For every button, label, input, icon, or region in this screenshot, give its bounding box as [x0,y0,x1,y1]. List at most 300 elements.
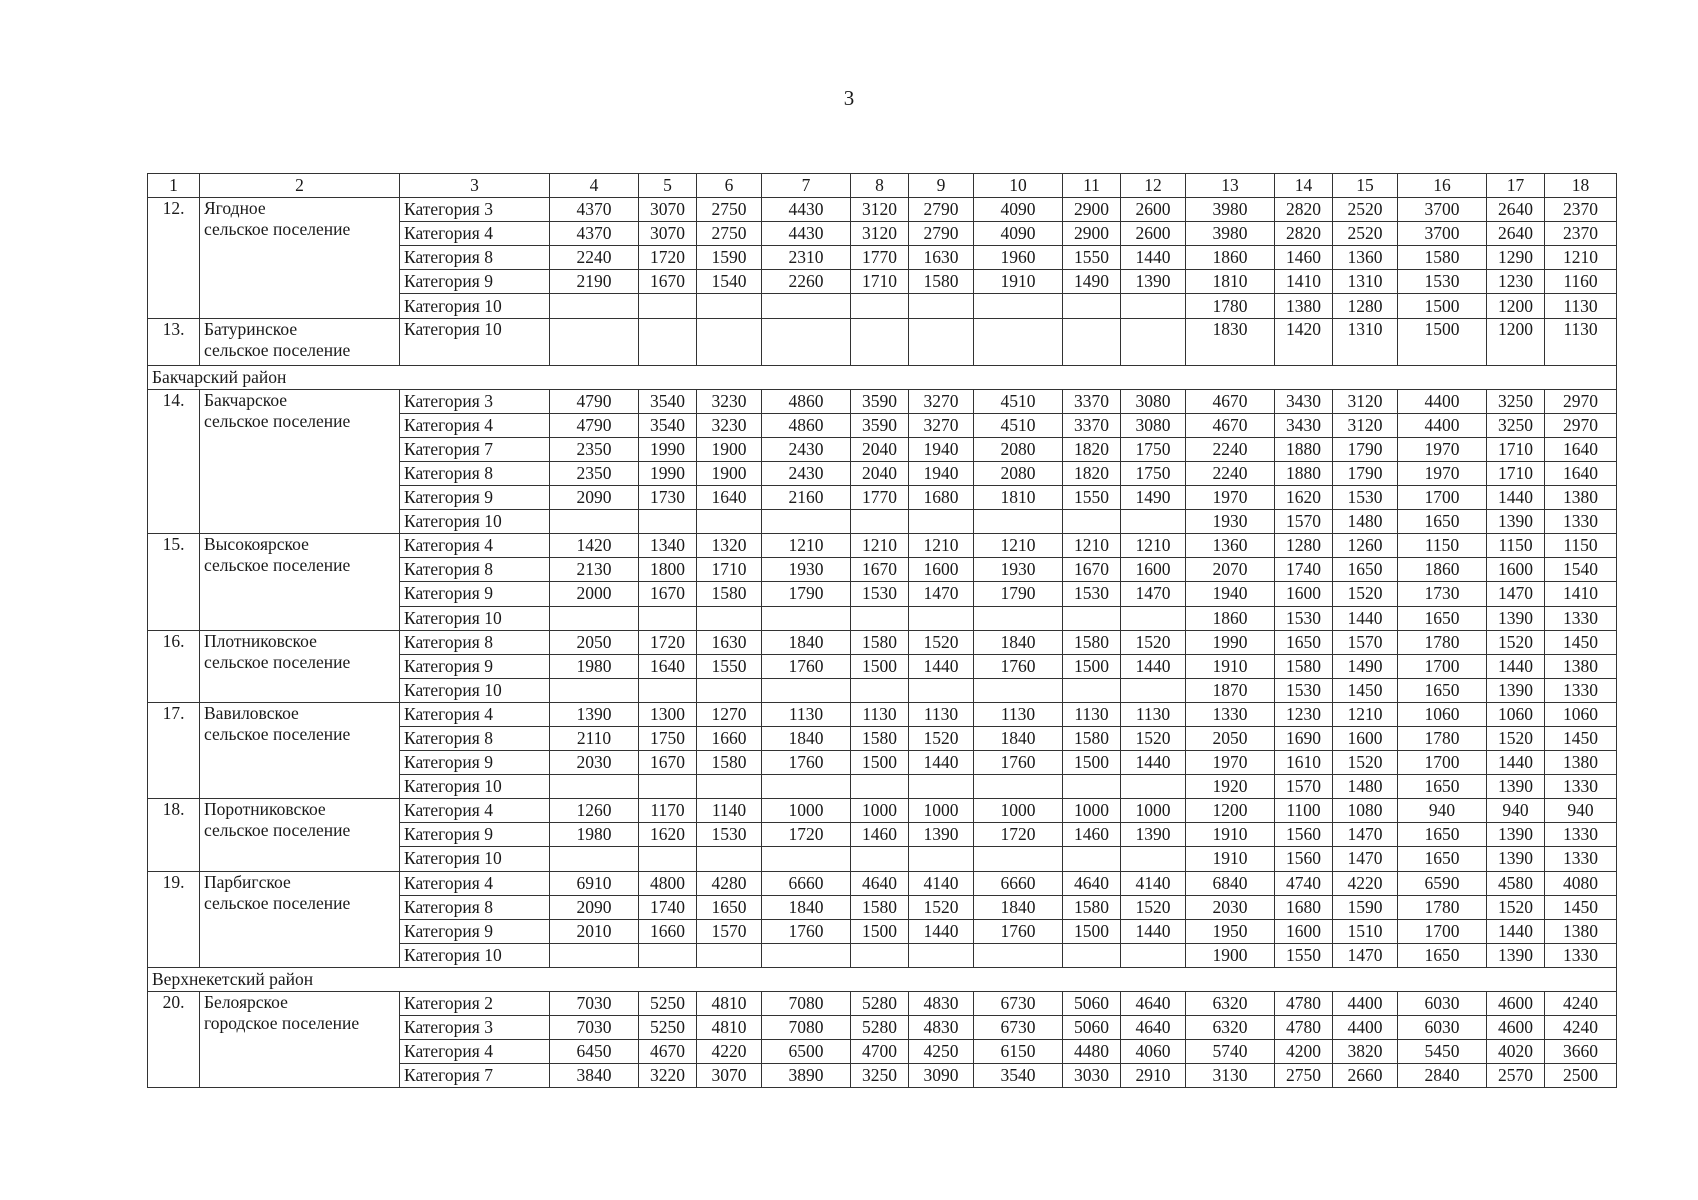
category-label: Категория 7 [400,1064,550,1088]
value-cell: 1450 [1545,895,1617,919]
value-cell: 3370 [1063,413,1121,437]
value-cell: 2520 [1333,198,1398,222]
category-label: Категория 7 [400,437,550,461]
value-cell [1121,294,1186,318]
value-cell: 1580 [1063,630,1121,654]
value-cell: 4670 [1186,413,1275,437]
value-cell: 4140 [909,871,974,895]
value-cell: 1790 [1333,437,1398,461]
value-cell: 3660 [1545,1040,1617,1064]
value-cell: 3230 [697,413,762,437]
value-cell: 1160 [1545,270,1617,294]
value-cell: 2820 [1275,198,1333,222]
value-cell: 1520 [909,895,974,919]
value-cell [762,606,851,630]
value-cell: 5250 [639,1016,697,1040]
value-cell: 1200 [1487,318,1545,365]
value-cell: 1670 [639,751,697,775]
value-cell: 1440 [909,919,974,943]
value-cell: 1760 [974,751,1063,775]
value-cell [1063,510,1121,534]
category-label: Категория 10 [400,318,550,365]
value-cell: 4240 [1545,1016,1617,1040]
region-row [148,365,1617,389]
value-cell [762,294,851,318]
value-cell: 1970 [1398,437,1487,461]
value-cell: 2600 [1121,222,1186,246]
value-cell: 1480 [1333,775,1398,799]
data-table [147,173,1617,1088]
value-cell: 1130 [909,702,974,726]
category-label: Категория 4 [400,1040,550,1064]
table-row [148,318,1617,365]
category-label: Категория 9 [400,751,550,775]
value-cell: 3080 [1121,389,1186,413]
value-cell: 1720 [762,823,851,847]
value-cell: 1880 [1275,437,1333,461]
value-cell: 1760 [762,654,851,678]
value-cell: 1780 [1398,895,1487,919]
settlement-name-line: городское поселение [204,1013,360,1033]
value-cell: 1500 [1063,751,1121,775]
value-cell: 1540 [1545,558,1617,582]
value-cell: 1520 [1121,630,1186,654]
value-cell [762,943,851,967]
value-cell: 1930 [974,558,1063,582]
value-cell: 2260 [762,270,851,294]
value-cell [974,678,1063,702]
value-cell: 3540 [639,413,697,437]
value-cell: 1550 [1063,486,1121,510]
value-cell: 3120 [851,198,909,222]
value-cell: 1340 [639,534,697,558]
value-cell: 1130 [1545,294,1617,318]
value-cell: 1650 [1333,558,1398,582]
value-cell: 1840 [974,726,1063,750]
value-cell: 6500 [762,1040,851,1064]
value-cell [697,510,762,534]
value-cell [974,510,1063,534]
value-cell: 3130 [1186,1064,1275,1088]
value-cell: 2790 [909,198,974,222]
value-cell: 4090 [974,198,1063,222]
value-cell: 1470 [1121,582,1186,606]
value-cell: 6320 [1186,992,1275,1016]
value-cell [851,943,909,967]
value-cell: 1690 [1275,726,1333,750]
value-cell [909,678,974,702]
value-cell: 1840 [762,726,851,750]
settlement-name-line: сельское поселение [204,820,351,841]
value-cell [1121,943,1186,967]
value-cell: 1780 [1186,294,1275,318]
settlement-name-line: Плотниковское [204,630,317,651]
value-cell: 1760 [762,919,851,943]
value-cell: 1590 [1333,895,1398,919]
header-row [148,174,1617,198]
value-cell [639,678,697,702]
value-cell: 1170 [639,799,697,823]
value-cell: 1520 [909,630,974,654]
value-cell: 3430 [1275,413,1333,437]
value-cell: 1820 [1063,461,1121,485]
value-cell: 4700 [851,1040,909,1064]
row-number: 16. [148,630,200,702]
value-cell: 1060 [1545,702,1617,726]
value-cell: 7030 [550,1016,639,1040]
column-header: 17 [1487,174,1545,198]
page-number: 3 [843,86,855,110]
value-cell: 2070 [1186,558,1275,582]
value-cell: 1210 [1063,534,1121,558]
value-cell: 1780 [1398,726,1487,750]
category-label: Категория 8 [400,895,550,919]
value-cell: 3430 [1275,389,1333,413]
value-cell [762,318,851,365]
value-cell: 4240 [1545,992,1617,1016]
value-cell: 1450 [1333,678,1398,702]
value-cell: 3120 [1333,413,1398,437]
value-cell: 1630 [697,630,762,654]
value-cell: 1770 [851,486,909,510]
settlement-name-line: сельское поселение [204,339,351,360]
value-cell: 1620 [639,823,697,847]
value-cell: 4640 [1063,871,1121,895]
value-cell: 3250 [851,1064,909,1088]
value-cell [851,847,909,871]
value-cell: 4370 [550,222,639,246]
value-cell: 940 [1398,799,1487,823]
value-cell [550,678,639,702]
value-cell: 1490 [1063,270,1121,294]
value-cell: 1670 [639,270,697,294]
value-cell: 1670 [851,558,909,582]
value-cell: 1710 [851,270,909,294]
value-cell: 1840 [974,630,1063,654]
value-cell: 1600 [909,558,974,582]
value-cell: 1490 [1121,486,1186,510]
value-cell [762,510,851,534]
settlement-name [200,871,400,967]
value-cell: 1420 [550,534,639,558]
value-cell: 1210 [974,534,1063,558]
value-cell: 1520 [909,726,974,750]
value-cell [909,294,974,318]
value-cell: 3820 [1333,1040,1398,1064]
row-number: 15. [148,534,200,630]
value-cell [974,318,1063,365]
value-cell: 1560 [1275,823,1333,847]
value-cell: 4060 [1121,1040,1186,1064]
value-cell: 3230 [697,389,762,413]
category-label: Категория 10 [400,943,550,967]
category-label: Категория 4 [400,871,550,895]
value-cell: 1480 [1333,510,1398,534]
value-cell: 1500 [851,751,909,775]
settlement-name-line: Ягодное [204,198,266,219]
value-cell: 2500 [1545,1064,1617,1088]
value-cell [1063,606,1121,630]
table-row [148,702,1617,726]
value-cell: 1820 [1063,437,1121,461]
value-cell: 3220 [639,1064,697,1088]
value-cell [639,294,697,318]
value-cell: 1790 [762,582,851,606]
value-cell: 1470 [1333,847,1398,871]
value-cell: 1080 [1333,799,1398,823]
value-cell: 1580 [1398,246,1487,270]
value-cell: 1440 [1487,919,1545,943]
value-cell: 1200 [1487,294,1545,318]
value-cell: 1870 [1186,678,1275,702]
value-cell [974,606,1063,630]
value-cell: 1330 [1545,510,1617,534]
value-cell: 1130 [851,702,909,726]
value-cell: 1500 [1398,318,1487,365]
value-cell: 1500 [1063,919,1121,943]
value-cell: 2520 [1333,222,1398,246]
settlement-name-line: сельское поселение [204,651,351,672]
settlement-name-line: сельское поселение [204,410,351,431]
settlement-name-line: сельское поселение [204,555,351,576]
value-cell: 4810 [697,992,762,1016]
table-row [148,630,1617,654]
value-cell: 2040 [851,437,909,461]
value-cell: 3070 [697,1064,762,1088]
row-number: 17. [148,702,200,798]
value-cell: 2030 [550,751,639,775]
value-cell: 1360 [1333,246,1398,270]
value-cell: 1700 [1398,654,1487,678]
value-cell: 6320 [1186,1016,1275,1040]
value-cell [697,678,762,702]
value-cell [851,294,909,318]
value-cell: 1420 [1275,318,1333,365]
column-header: 15 [1333,174,1398,198]
value-cell: 1860 [1186,246,1275,270]
value-cell [550,294,639,318]
category-label: Категория 10 [400,606,550,630]
value-cell: 1450 [1545,726,1617,750]
value-cell: 2050 [550,630,639,654]
value-cell: 2000 [550,582,639,606]
value-cell: 1550 [1275,943,1333,967]
value-cell: 1500 [1063,654,1121,678]
value-cell: 5740 [1186,1040,1275,1064]
value-cell: 4280 [697,871,762,895]
value-cell: 1210 [1121,534,1186,558]
value-cell: 1260 [1333,534,1398,558]
value-cell: 5060 [1063,992,1121,1016]
value-cell: 1660 [639,919,697,943]
value-cell: 1770 [851,246,909,270]
value-cell: 1800 [639,558,697,582]
column-header: 5 [639,174,697,198]
value-cell: 1380 [1545,486,1617,510]
value-cell: 1000 [974,799,1063,823]
value-cell: 2110 [550,726,639,750]
value-cell: 4780 [1275,992,1333,1016]
value-cell: 2900 [1063,198,1121,222]
value-cell: 3700 [1398,198,1487,222]
value-cell: 1580 [1275,654,1333,678]
value-cell: 1650 [1398,847,1487,871]
value-cell: 1840 [974,895,1063,919]
value-cell: 4600 [1487,992,1545,1016]
value-cell: 1940 [909,437,974,461]
settlement-name [200,534,400,630]
value-cell: 1200 [1186,799,1275,823]
value-cell: 1520 [1487,726,1545,750]
value-cell: 3250 [1487,413,1545,437]
value-cell: 1580 [851,630,909,654]
value-cell: 1530 [851,582,909,606]
value-cell [974,847,1063,871]
value-cell: 6660 [762,871,851,895]
value-cell: 4740 [1275,871,1333,895]
value-cell: 3080 [1121,413,1186,437]
value-cell: 1680 [909,486,974,510]
value-cell: 1470 [1333,943,1398,967]
value-cell [697,847,762,871]
table-row [148,799,1617,823]
value-cell: 1100 [1275,799,1333,823]
value-cell: 1910 [1186,823,1275,847]
value-cell: 1440 [1121,654,1186,678]
settlement-name [200,992,400,1088]
value-cell: 1490 [1333,654,1398,678]
value-cell: 1530 [1398,270,1487,294]
value-cell: 1450 [1545,630,1617,654]
category-label: Категория 8 [400,726,550,750]
value-cell: 1440 [1487,654,1545,678]
value-cell [639,318,697,365]
value-cell: 1440 [1487,751,1545,775]
region-title: Бакчарский район [148,365,1617,389]
value-cell: 1790 [974,582,1063,606]
value-cell: 3070 [639,198,697,222]
value-cell: 1580 [909,270,974,294]
value-cell: 4790 [550,413,639,437]
row-number: 12. [148,198,200,318]
settlement-name-line: Парбигское [204,871,291,892]
value-cell: 4810 [697,1016,762,1040]
value-cell: 1990 [1186,630,1275,654]
value-cell: 1660 [697,726,762,750]
value-cell: 1390 [1487,943,1545,967]
value-cell: 1840 [762,895,851,919]
value-cell: 1390 [550,702,639,726]
value-cell: 2050 [1186,726,1275,750]
category-label: Категория 9 [400,823,550,847]
value-cell: 3090 [909,1064,974,1088]
table-row [148,198,1617,222]
value-cell: 1650 [1398,943,1487,967]
value-cell: 1000 [1063,799,1121,823]
value-cell: 4200 [1275,1040,1333,1064]
value-cell: 1390 [1121,270,1186,294]
value-cell: 6150 [974,1040,1063,1064]
value-cell: 1500 [851,919,909,943]
value-cell: 1680 [1275,895,1333,919]
value-cell: 1410 [1545,582,1617,606]
value-cell: 6730 [974,992,1063,1016]
column-header: 2 [200,174,400,198]
table-row [148,534,1617,558]
value-cell [909,775,974,799]
category-label: Категория 3 [400,198,550,222]
value-cell: 1730 [639,486,697,510]
value-cell: 3980 [1186,198,1275,222]
row-number: 13. [148,318,200,365]
value-cell: 1980 [550,654,639,678]
value-cell: 2160 [762,486,851,510]
value-cell: 1460 [1063,823,1121,847]
value-cell: 1570 [1275,775,1333,799]
value-cell: 1580 [1063,726,1121,750]
row-number: 18. [148,799,200,871]
value-cell: 4140 [1121,871,1186,895]
value-cell: 1900 [697,437,762,461]
value-cell: 7080 [762,1016,851,1040]
value-cell: 1150 [1545,534,1617,558]
value-cell: 1830 [1186,318,1275,365]
value-cell: 4510 [974,389,1063,413]
value-cell [550,318,639,365]
value-cell: 1620 [1275,486,1333,510]
value-cell: 5250 [639,992,697,1016]
value-cell [1121,678,1186,702]
value-cell: 3540 [639,389,697,413]
value-cell: 1330 [1545,775,1617,799]
value-cell: 1940 [909,461,974,485]
value-cell [639,847,697,871]
value-cell: 1790 [1333,461,1398,485]
value-cell: 1580 [851,726,909,750]
value-cell: 1390 [1487,606,1545,630]
value-cell: 1130 [1121,702,1186,726]
category-label: Категория 9 [400,654,550,678]
value-cell [1063,678,1121,702]
value-cell: 4090 [974,222,1063,246]
value-cell [1121,847,1186,871]
value-cell: 1320 [697,534,762,558]
value-cell: 4400 [1333,1016,1398,1040]
value-cell: 6660 [974,871,1063,895]
value-cell: 1440 [909,654,974,678]
category-label: Категория 10 [400,847,550,871]
value-cell: 1780 [1398,630,1487,654]
value-cell: 3250 [1487,389,1545,413]
value-cell: 2310 [762,246,851,270]
value-cell: 1390 [1487,775,1545,799]
value-cell: 2570 [1487,1064,1545,1088]
value-cell: 2750 [697,222,762,246]
value-cell [909,318,974,365]
value-cell [639,943,697,967]
value-cell: 1210 [762,534,851,558]
value-cell [974,943,1063,967]
value-cell: 1700 [1398,919,1487,943]
value-cell: 1530 [1275,606,1333,630]
value-cell: 1580 [1063,895,1121,919]
value-cell: 1740 [1275,558,1333,582]
value-cell [762,847,851,871]
value-cell: 2040 [851,461,909,485]
value-cell: 2970 [1545,413,1617,437]
value-cell: 1210 [1333,702,1398,726]
value-cell: 2640 [1487,198,1545,222]
